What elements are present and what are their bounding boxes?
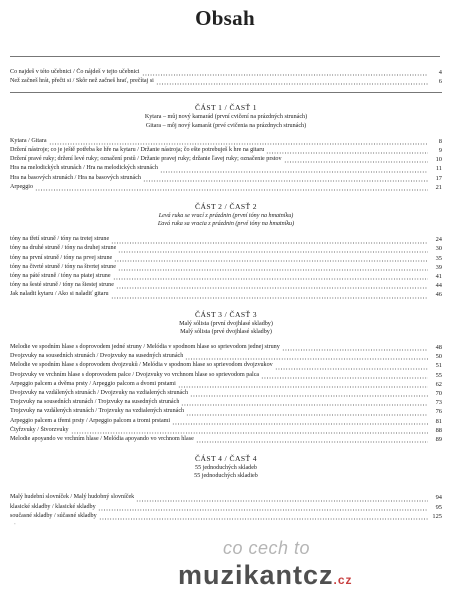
toc-entry <box>10 245 442 254</box>
watermark-logo <box>178 538 418 598</box>
toc-entry-label: Melodie ve spodním hlase s doprovodem dvojzvuků / Melódia v spodnom hlase so sprievodom dvojzvukov <box>10 362 273 369</box>
toc-entry-page: 46 <box>435 291 442 299</box>
part-title: ČÁST 1 / ČASŤ 1 <box>195 103 257 113</box>
toc-entry-page: 70 <box>435 389 442 397</box>
part-subtitle: Malý sólista (první dvojhlasé skladby) <box>179 320 273 327</box>
dot-leader <box>118 264 428 271</box>
toc-entry-page: 21 <box>435 183 442 191</box>
part-subtitle: 55 jednoduchých skladeb <box>195 465 257 472</box>
watermark-tagline: co cech to <box>223 538 311 558</box>
toc-entry-page: 48 <box>435 344 442 352</box>
toc-entry-page: 51 <box>435 362 442 370</box>
toc-entry <box>10 281 442 290</box>
dot-leader <box>261 372 428 379</box>
toc-entry-page: 62 <box>435 380 442 388</box>
toc-entry-page: 39 <box>435 263 442 271</box>
toc-entry-page: 11 <box>435 165 442 173</box>
toc-entry-page: 55 <box>435 371 442 379</box>
toc-entry-label: Arpeggio <box>10 183 34 190</box>
toc-entry <box>10 389 442 398</box>
toc-entry-label: Hra na basových strunách / Hra na basových strunách <box>10 174 141 181</box>
toc-entry <box>10 512 442 521</box>
toc-entry-page: 81 <box>435 417 442 425</box>
toc-entry-label: tóny na druhé struně / tóny na druhej strune <box>10 245 117 252</box>
toc-entry-page: 73 <box>435 399 442 407</box>
page-title: Obsah <box>195 6 255 30</box>
toc-entry <box>10 494 442 503</box>
toc-entry <box>10 435 442 444</box>
section-divider <box>10 92 442 93</box>
toc-entry-label: Hra na melodických strunách / Hra na melodických strunách <box>10 165 158 172</box>
toc-entry-label: tóny na třetí struně / tóny na tretej strune <box>10 236 110 243</box>
table-of-contents <box>10 68 442 521</box>
toc-entry <box>10 503 442 512</box>
toc-entry <box>10 361 442 370</box>
toc-entry <box>10 371 442 380</box>
part-subtitle: Ľavá ruka sa vracia z prázdnin (prvé tóny na hmatníku) <box>157 221 295 228</box>
toc-entry-page: 17 <box>435 174 442 182</box>
toc-entry-page: 24 <box>435 236 442 244</box>
toc-entry-label: Dvojzvuky na sousedních strunách / Dvojzvuky na susedných strunách <box>10 353 184 360</box>
toc-entry <box>10 183 442 192</box>
toc-entry <box>10 235 442 244</box>
dot-leader <box>172 418 428 425</box>
toc-entry <box>10 290 442 299</box>
toc-entry-page: 76 <box>435 408 442 416</box>
toc-entry-page: 44 <box>435 282 442 290</box>
toc-entry-label: Malý hudební slovníček / Malý hudobný slovníček <box>10 494 135 501</box>
toc-entry <box>10 380 442 389</box>
toc-entry-label: Dvojzvuky na vzdálených strunách / Dvojzvuky na vzdialených strunách <box>10 389 189 396</box>
toc-entry-page: 9 <box>438 146 442 154</box>
toc-entry <box>10 272 442 281</box>
toc-entry-label: Než začneš hrát, přečti si / Skôr než začneš hrať, prečítaj si <box>10 78 154 85</box>
toc-entry-label: Melodie ve spodním hlase s doprovodem jedné struny / Melódia v spodnom hlase so sprievodom jednej struny <box>10 344 280 351</box>
part-subtitle: Kytara – můj nový kamarád (první cvičení na prázdných strunách) <box>144 114 308 121</box>
toc-entry-page: 50 <box>435 353 442 361</box>
dot-leader <box>282 344 428 351</box>
part-heading <box>10 102 442 129</box>
toc-entry <box>10 263 442 272</box>
part-heading <box>10 309 442 336</box>
toc-entry-page: 41 <box>435 273 442 281</box>
toc-entry-page: 125 <box>432 512 442 520</box>
toc-entry <box>10 164 442 173</box>
dot-leader <box>178 381 428 388</box>
toc-entry <box>10 254 442 263</box>
part-title: ČÁST 4 / ČASŤ 4 <box>195 454 257 464</box>
toc-entry <box>10 68 442 77</box>
watermark-brand <box>178 560 353 591</box>
dot-leader <box>114 255 428 262</box>
dot-leader <box>136 495 428 502</box>
dot-leader <box>111 292 428 299</box>
toc-entry-label: Držení nástroje; co je ještě potřeba ke hře na kytaru / Držanie nástroja; čo ešte potrebuješ k hre na gitaru <box>10 146 265 153</box>
toc-entry-label: Arpeggio palcem a třemi prsty / Arpeggio palcom a tromi prstami <box>10 417 171 424</box>
toc-entry-page: 8 <box>438 137 442 145</box>
dot-leader <box>49 138 428 145</box>
toc-entry-label: tóny na šesté struně / tóny na šiestej strune <box>10 282 114 289</box>
toc-entry-page: 4 <box>438 68 442 76</box>
toc-entry-label: Dvojzvuky ve vrchním hlase s doprovodem palce / Dvojzvuky vo vrchnom hlase so sprievodom palca <box>10 371 260 378</box>
toc-entry-label: Co najdeš v této učebnici / Čo nájdeš v tejto učebnici <box>10 68 140 75</box>
toc-entry-page: 95 <box>435 503 442 511</box>
dot-leader <box>284 156 428 163</box>
dot-leader <box>275 363 428 370</box>
toc-entry <box>10 174 442 183</box>
toc-entry-label: současné skladby / súčasné skladby <box>10 512 97 519</box>
toc-entry-page: 10 <box>435 156 442 164</box>
toc-entry-page: 30 <box>435 245 442 253</box>
dot-leader <box>143 175 428 182</box>
part-heading <box>10 453 442 480</box>
toc-entry-label: tóny na páté struně / tóny na piatej strune <box>10 273 111 280</box>
toc-entry-label: Jak naladit kytaru / Ako si naladiť gitaru <box>10 291 109 298</box>
toc-entry <box>10 426 442 435</box>
part-subtitle: 55 jednoduchých skladieb <box>194 473 258 480</box>
dot-leader <box>266 147 428 154</box>
dot-leader <box>156 78 428 85</box>
dot-leader <box>71 427 428 434</box>
part-title: ČÁST 3 / ČASŤ 3 <box>195 309 257 319</box>
toc-entry <box>10 155 442 164</box>
toc-entry-page: 35 <box>435 254 442 262</box>
toc-entry-label: Čtyřzvuky / Štvorzvuky <box>10 426 69 433</box>
toc-entry-page: 6 <box>438 78 442 86</box>
dot-leader <box>116 282 428 289</box>
toc-entry-label: tóny na čtvrté struně / tóny na štvrtej strune <box>10 263 116 270</box>
toc-entry <box>10 398 442 407</box>
toc-entry <box>10 417 442 426</box>
toc-entry-label: Arpeggio palcem a dvěma prsty / Arpeggio palcom a dvomi prstami <box>10 380 176 387</box>
toc-entry-label: Držení pravé ruky; držení levé ruky; označení prstů / Držanie pravej ruky; držanie ľavej ruky; označenie prstov <box>10 156 282 163</box>
dot-leader <box>160 166 428 173</box>
dot-leader <box>113 273 428 280</box>
dot-leader <box>35 184 428 191</box>
dot-leader <box>118 246 428 253</box>
toc-entry <box>10 146 442 155</box>
dot-leader <box>99 513 428 520</box>
toc-entry-page: 89 <box>435 435 442 443</box>
dot-leader <box>185 353 428 360</box>
toc-entry-label: Kytara / Gitara <box>10 137 47 144</box>
toc-entry <box>10 352 442 361</box>
toc-entry <box>10 77 442 86</box>
dot-leader <box>111 237 428 244</box>
toc-entry-label: Trojzvuky na vzdálených strunách / Trojzvuky na vzdialených strunách <box>10 408 185 415</box>
toc-entry-label: tóny na první struně / tóny na prvej strune <box>10 254 113 261</box>
toc-entry <box>10 343 442 352</box>
toc-entry <box>10 137 442 146</box>
margin-mark: ᐧ <box>14 522 16 528</box>
dot-leader <box>98 504 428 511</box>
part-heading <box>10 201 442 228</box>
toc-entry-label: Trojzvuky na sousedních strunách / Trojzvuky na susedných strunách <box>10 399 180 406</box>
toc-entry-label: Melodie apoyando ve vrchním hlase / Melódia apoyando vo vrchnom hlase <box>10 435 194 442</box>
part-title: ČÁST 2 / ČASŤ 2 <box>195 201 257 211</box>
dot-leader <box>142 69 428 76</box>
dot-leader <box>186 409 428 416</box>
dot-leader <box>181 399 428 406</box>
dot-leader <box>196 436 428 443</box>
toc-entry-page: 94 <box>435 494 442 502</box>
watermark-suffix: .cz <box>333 573 353 587</box>
dot-leader <box>190 390 428 397</box>
part-subtitle: Levá ruka se vrací z prázdnin (první tóny na hmatníku) <box>158 212 294 219</box>
title-divider <box>10 56 440 57</box>
part-subtitle: Gitara – môj nový kamarát (prvé cvičenia na prázdnych strunách) <box>145 122 307 129</box>
part-subtitle: Malý sólista (prvé dvojhlasé skladby) <box>180 328 272 335</box>
toc-entry-page: 88 <box>435 426 442 434</box>
watermark-brand-text: muzikantcz <box>178 560 334 590</box>
toc-entry <box>10 407 442 416</box>
toc-entry-label: klasické skladby / klasické skladby <box>10 503 96 510</box>
